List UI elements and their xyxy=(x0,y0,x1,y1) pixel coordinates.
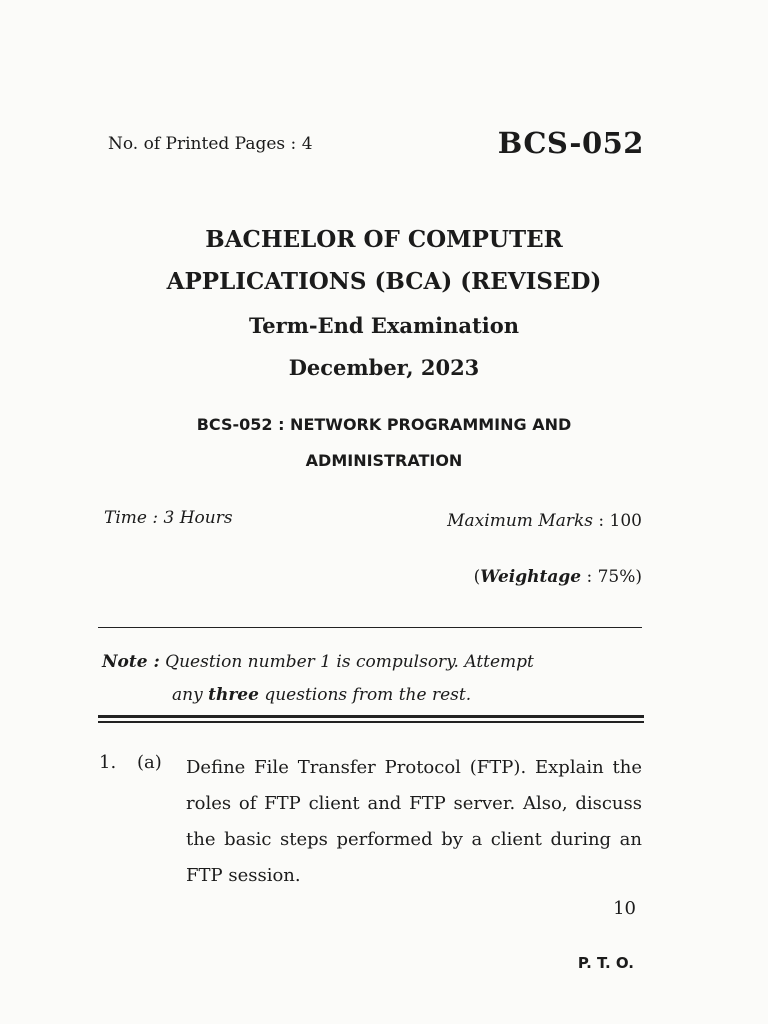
note-block xyxy=(102,646,647,712)
weightage-label: Weightage xyxy=(480,567,582,587)
note-line-2-suffix: questions from the rest. xyxy=(264,685,472,705)
question-number: 1. xyxy=(99,752,117,773)
exam-duration: Time : 3 Hours xyxy=(104,508,233,528)
note-line-2 xyxy=(102,679,647,712)
note-label: Note : xyxy=(102,652,160,672)
note-emphasis: three xyxy=(208,685,259,705)
weightage: (Weightage : 75%) xyxy=(473,567,642,587)
note-text-line-1: Question number 1 is compulsory. Attempt xyxy=(165,652,534,672)
maximum-marks-value: : 100 xyxy=(598,511,642,531)
programme-title-line-1: BACHELOR OF COMPUTER xyxy=(205,226,563,253)
note-line-2-prefix: any xyxy=(172,685,203,705)
weightage-value: : 75% xyxy=(586,567,636,587)
subject-title-line-2: ADMINISTRATION xyxy=(305,451,463,470)
printed-pages-count: No. of Printed Pages : 4 xyxy=(108,134,313,154)
programme-title-line-2: APPLICATIONS (BCA) (REVISED) xyxy=(166,268,602,295)
exam-type: Term-End Examination xyxy=(248,313,519,338)
exam-date: December, 2023 xyxy=(288,355,480,380)
please-turn-over: P. T. O. xyxy=(577,954,634,972)
maximum-marks-label: Maximum Marks xyxy=(447,511,593,531)
note-line-1 xyxy=(102,646,647,679)
question-part: (a) xyxy=(137,752,162,773)
question-marks: 10 xyxy=(613,898,636,919)
divider-double-top xyxy=(98,715,644,718)
question-text: Define File Transfer Protocol (FTP). Explain the roles of FTP client and FTP server. Also, discuss the basic steps performed by a client during an FTP session. xyxy=(186,757,642,886)
course-code: BCS-052 xyxy=(497,126,644,160)
subject-title-line-1: BCS-052 : NETWORK PROGRAMMING AND xyxy=(196,415,572,434)
maximum-marks xyxy=(447,511,642,531)
divider-double-bottom xyxy=(98,721,644,723)
divider-thin xyxy=(98,627,642,628)
